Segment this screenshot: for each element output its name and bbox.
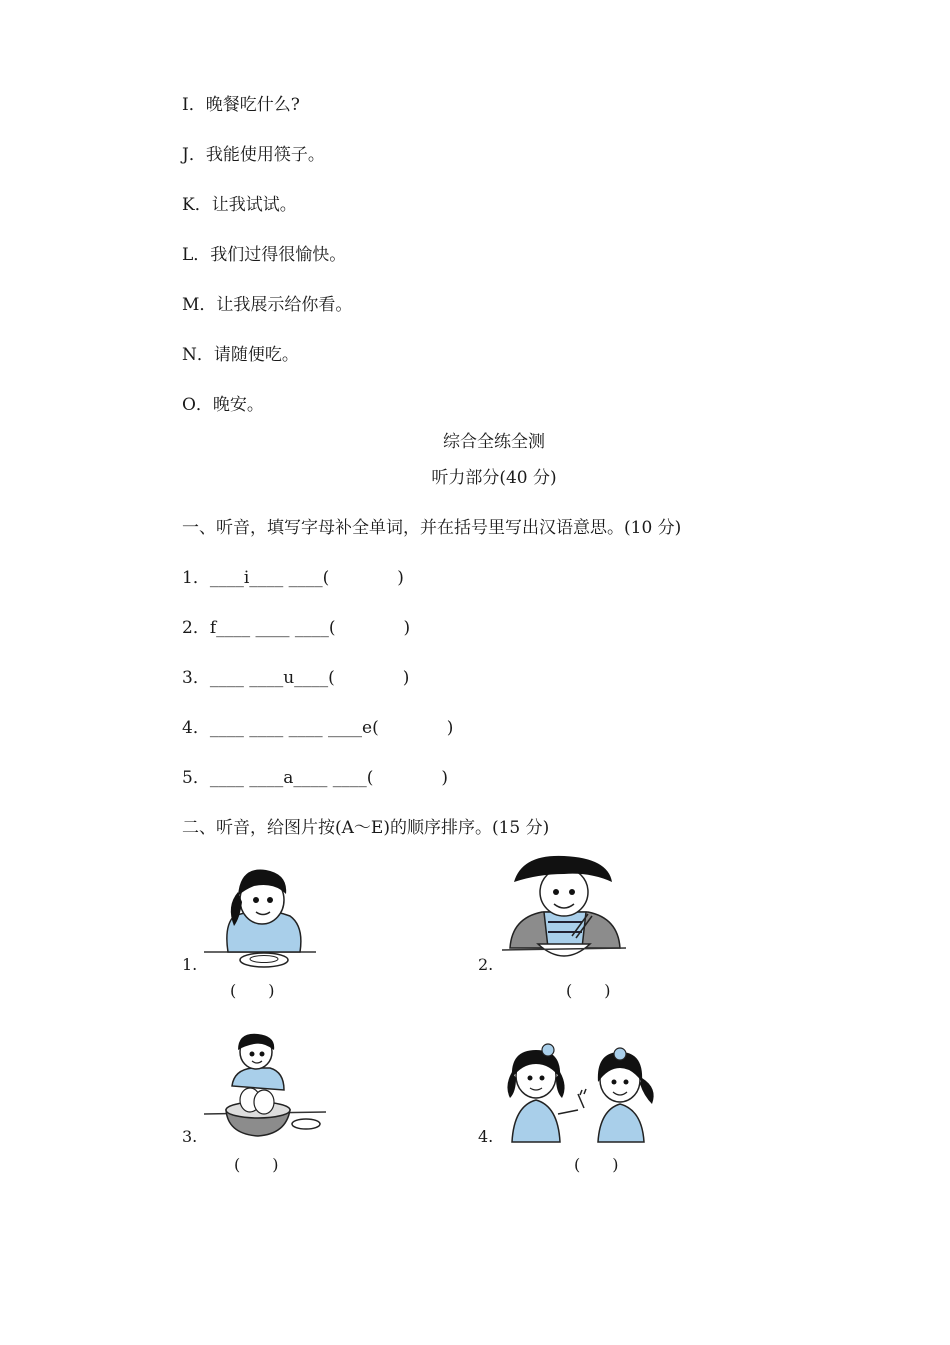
phrase-k: K．让我试试。: [182, 195, 297, 215]
phrase-n: N．请随便吃。: [182, 345, 299, 365]
section1-item-4: 4．____ ____ ____ ____e( ): [182, 718, 454, 738]
section1-item-2: 2．f____ ____ ____( ): [182, 618, 411, 638]
section1-item-1: 1．____i____ ____( ): [182, 568, 404, 588]
picture-4-answer: ( ): [574, 1155, 619, 1174]
section1-heading: 一、听音，填写字母补全单词，并在括号里写出汉语意思。(10 分): [182, 518, 682, 538]
phrase-i: I．晚餐吃什么?: [182, 95, 300, 115]
listening-title: 听力部分(40 分): [431, 468, 557, 488]
phrase-j: J．我能使用筷子。: [182, 145, 325, 165]
picture-3-answer: ( ): [234, 1155, 279, 1174]
phrase-m: M．让我展示给你看。: [182, 295, 353, 315]
test-title: 综合全练全测: [443, 432, 545, 452]
picture-2-number: 2.: [478, 955, 494, 974]
boy-eating-noodles-illustration: [502, 852, 626, 970]
girl-washing-dishes-illustration: [204, 856, 316, 972]
picture-1-number: 1.: [182, 955, 198, 974]
phrase-o: O．晚安。: [182, 395, 264, 415]
two-girls-illustration: [502, 1038, 660, 1144]
picture-3-number: 3.: [182, 1127, 198, 1146]
section2-heading: 二、听音，给图片按(A～E)的顺序排序。(15 分): [182, 818, 550, 838]
picture-4-number: 4.: [478, 1127, 494, 1146]
boy-washing-plates-illustration: [204, 1030, 326, 1144]
section1-item-5: 5．____ ____a____ ____( ): [182, 768, 449, 788]
picture-2-answer: ( ): [566, 981, 611, 1000]
phrase-l: L．我们过得很愉快。: [182, 245, 347, 265]
section1-item-3: 3．____ ____u____( ): [182, 668, 410, 688]
picture-1-answer: ( ): [230, 981, 275, 1000]
